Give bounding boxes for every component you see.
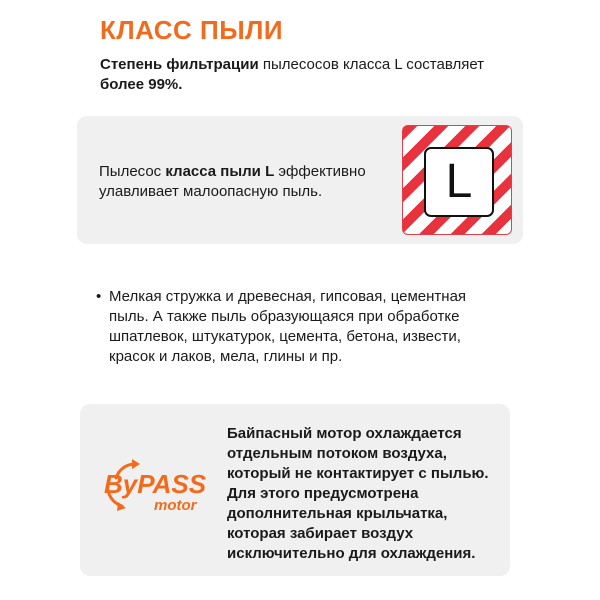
bypass-motor-logo (96, 456, 221, 516)
dust-class-l-badge (402, 125, 512, 235)
bypass-motor-card (80, 404, 510, 576)
dust-class-card (77, 116, 523, 244)
filtration-intro (100, 55, 520, 95)
card1-text-start: Пылесос (99, 163, 166, 180)
bypass-motor-description: Байпасный мотор охлаждается отдельным потоком воздуха, который не контактирует с пылью. Для этого предусмотрена дополнительная крыльчатка, которая забирает воздух исключительно для охлаждения. (227, 425, 489, 562)
page-title: КЛАСС ПЫЛИ (100, 15, 284, 45)
card1-text-end: эффективно улавливает малоопасную пыль. (99, 163, 366, 200)
card1-text-bold: класса пыли L (165, 163, 275, 180)
dust-types-list-item (96, 287, 506, 367)
intro-bold-end: более 99%. (100, 76, 183, 93)
badge-letter: L (424, 147, 494, 217)
intro-middle: пылесосов класса L составляет (258, 56, 485, 73)
logo-sub-text: motor (154, 497, 197, 514)
dust-types-text: Мелкая стружка и древесная, гипсовая, цементная пыль. А также пыль образующаяся при обработке шпатлевок, штукатурок, цемента, бетона, извести, красок и лаков, мела, глины и пр. (109, 288, 467, 365)
rotation-arrowhead-bottom-icon (117, 502, 126, 511)
intro-bold-start: Степень фильтрации (100, 56, 259, 73)
dust-class-description (99, 162, 384, 202)
bullet-marker: • (96, 288, 102, 305)
logo-main-text: ByPASS (104, 469, 207, 499)
rotation-arrowhead-top-icon (132, 459, 140, 469)
